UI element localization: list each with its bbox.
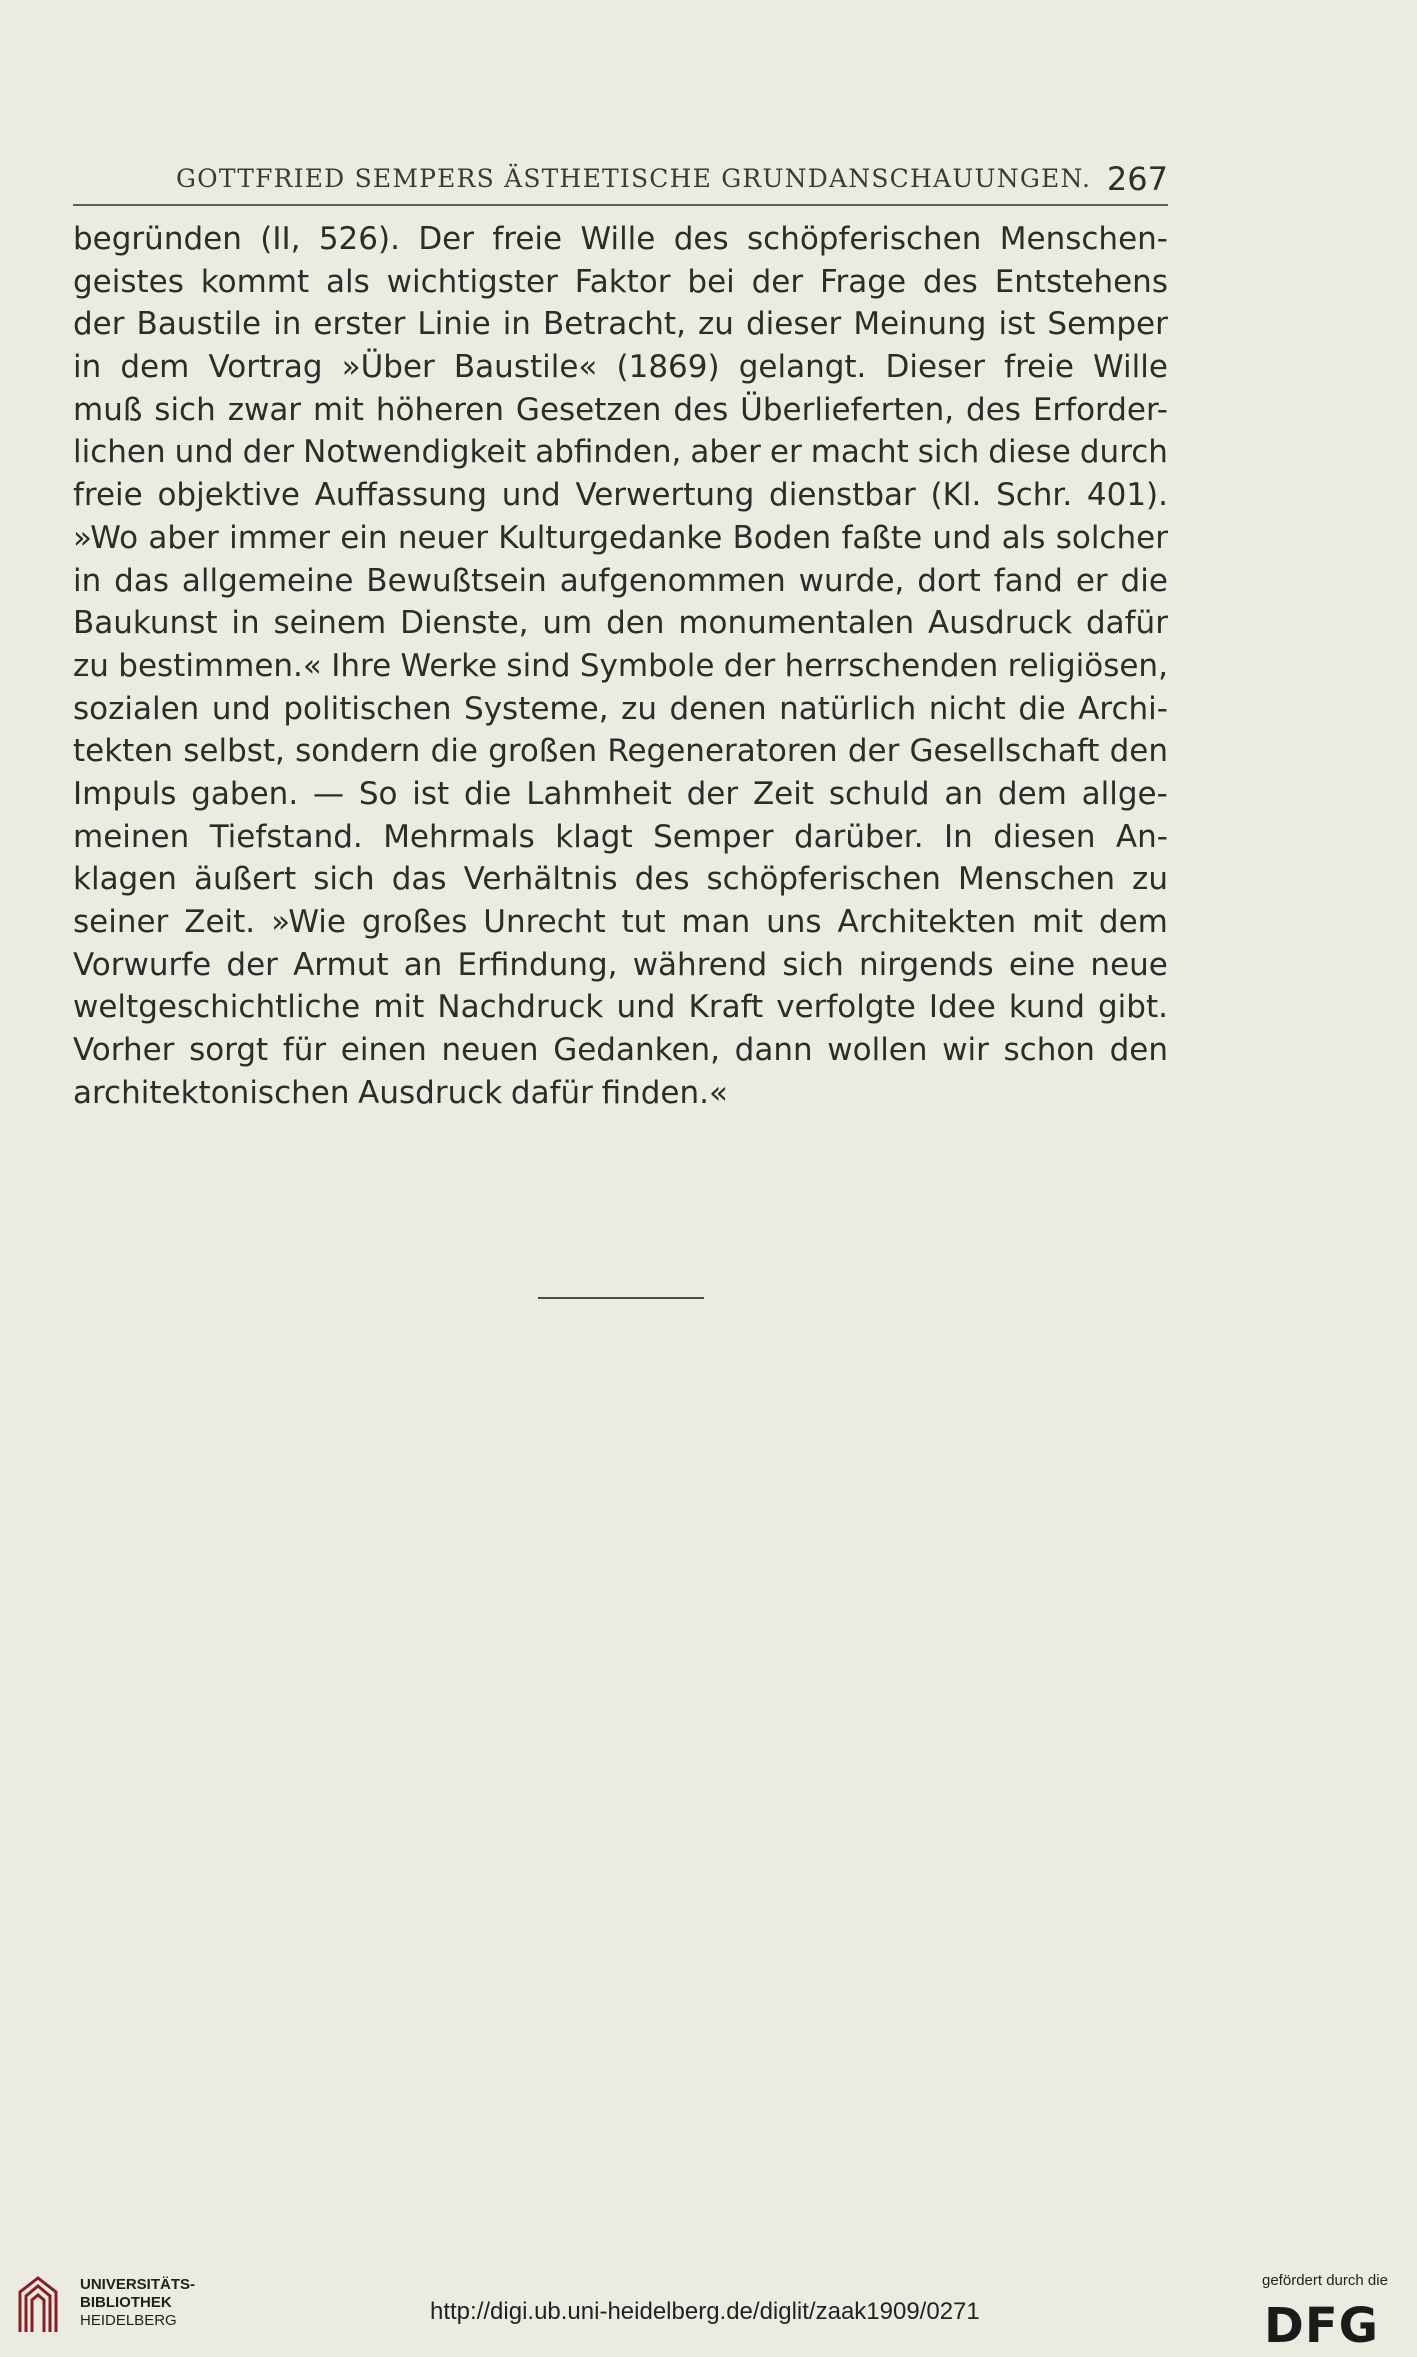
word: (1869) <box>616 349 720 386</box>
word: finden.« <box>601 1074 728 1111</box>
word: ist <box>998 306 1036 343</box>
word: dienstbar <box>769 477 916 514</box>
word: wurde, <box>798 562 905 599</box>
word: Gedanken, <box>553 1032 721 1069</box>
text-line <box>73 389 1168 432</box>
word: klagt <box>555 818 633 855</box>
word: In <box>944 818 973 855</box>
word: sondern <box>295 733 421 770</box>
word: Kraft <box>688 989 764 1026</box>
word: Wille <box>1093 349 1168 386</box>
word: sich <box>154 391 216 428</box>
word: freie <box>1004 349 1074 386</box>
word: einen <box>340 1032 427 1069</box>
word: Baukunst <box>73 605 218 642</box>
word: dieser <box>745 306 842 343</box>
word: des <box>673 221 729 257</box>
word: immer <box>229 519 330 556</box>
word: Tiefstand. <box>209 818 363 855</box>
word: des <box>922 263 978 300</box>
word: macht <box>810 434 909 471</box>
word: Systeme, <box>464 690 609 727</box>
word: neuer <box>397 519 488 556</box>
text-line <box>73 474 1168 517</box>
word: Baustile <box>136 306 262 343</box>
word: Zeit <box>752 775 815 812</box>
word: und <box>174 434 234 471</box>
word: Semper <box>1047 306 1168 343</box>
word: und <box>211 690 271 727</box>
word: Baustile« <box>453 349 598 386</box>
word: äußert <box>194 861 297 898</box>
word: gaben. <box>191 775 299 812</box>
text-line <box>73 431 1168 474</box>
word: dafür <box>1085 605 1168 642</box>
word: nicht <box>928 690 1006 727</box>
header-title: GOTTFRIED SEMPERS ÄSTHETISCHE GRUNDANSCHAUUNGEN. <box>176 164 1092 193</box>
word: mit <box>373 989 425 1026</box>
ub-heidelberg-logo-icon <box>14 2272 62 2338</box>
word: mit <box>312 391 364 428</box>
word: Ausdruck <box>928 605 1073 642</box>
word: meinen <box>73 818 190 855</box>
word: des <box>634 861 690 898</box>
word: der <box>723 647 776 684</box>
word: An- <box>1115 818 1168 855</box>
library-line-2: BIBLIOTHEK <box>80 2294 172 2311</box>
word: 401). <box>1086 477 1168 514</box>
word: die <box>464 775 512 812</box>
word: durch <box>1079 434 1168 471</box>
word: des <box>673 391 729 428</box>
word: Architekten <box>837 904 1017 940</box>
word: sorgt <box>189 1032 269 1069</box>
word: die <box>430 733 479 770</box>
word: Frage <box>819 263 907 300</box>
word: zu <box>1132 861 1168 898</box>
word: man <box>681 904 751 940</box>
word: schuld <box>828 775 930 812</box>
word: Wille <box>580 221 656 257</box>
word: das <box>391 861 447 898</box>
text-line <box>73 303 1168 346</box>
word: Impuls <box>73 775 177 812</box>
word: um <box>542 605 593 642</box>
word: sich <box>313 861 375 898</box>
word: großen <box>488 733 598 770</box>
word: Schr. <box>996 477 1073 514</box>
word: Menschen <box>957 861 1115 898</box>
word: Mehrmals <box>383 818 535 855</box>
word: an <box>403 946 443 983</box>
word: Symbole <box>579 647 715 684</box>
word: seiner <box>73 904 169 940</box>
word: den <box>606 605 665 642</box>
word: in <box>273 306 302 343</box>
word: Werke <box>400 647 498 684</box>
word: fand <box>993 562 1063 599</box>
word: »Wie <box>271 904 346 940</box>
word: Dienste, <box>400 605 529 642</box>
text-line <box>73 773 1168 816</box>
word: Menschen- <box>999 221 1168 257</box>
text-line <box>73 901 1168 944</box>
section-divider <box>538 1297 704 1299</box>
text-line <box>73 560 1168 603</box>
word: Verhältnis <box>463 861 618 898</box>
word: diese <box>988 434 1071 471</box>
word: zwar <box>227 391 302 428</box>
word: der <box>847 733 900 770</box>
word: sozialen <box>73 690 200 727</box>
word: sind <box>506 647 571 684</box>
word: allgemeine <box>181 562 354 599</box>
word: der <box>686 775 739 812</box>
word: sich <box>782 946 844 983</box>
word: sich <box>917 434 980 471</box>
text-line <box>73 986 1168 1029</box>
text-line <box>73 645 1168 688</box>
word: Archi- <box>1078 690 1168 727</box>
word: allge- <box>1081 775 1168 812</box>
word: und <box>501 477 561 514</box>
word: Vorher <box>73 1032 175 1069</box>
word: bestimmen.« <box>118 647 322 684</box>
word: Ihre <box>331 647 392 684</box>
text-line <box>73 1072 1168 1115</box>
word: zu <box>697 306 734 343</box>
word: Betracht, <box>543 306 686 343</box>
library-line-3: HEIDELBERG <box>80 2312 177 2329</box>
word: — <box>313 775 344 812</box>
word: (II, <box>260 221 301 257</box>
word: muß <box>73 391 143 428</box>
word: den <box>1109 733 1168 770</box>
word: in <box>73 349 102 386</box>
word: Der <box>418 221 475 257</box>
word: wollen <box>827 1032 928 1069</box>
word: Kulturgedanke <box>498 519 723 556</box>
word: uns <box>766 904 822 940</box>
word: aufgenommen <box>559 562 786 599</box>
word: Gesellschaft <box>909 733 1100 770</box>
library-name <box>80 2276 195 2330</box>
word: Bewußtsein <box>366 562 547 599</box>
text-line <box>73 944 1168 987</box>
word: mit <box>1032 904 1084 940</box>
word: freie <box>73 477 143 514</box>
word: ein <box>340 519 388 556</box>
text-line <box>73 602 1168 645</box>
word: zu <box>73 647 109 684</box>
word: der <box>226 946 278 983</box>
word: neue <box>1090 946 1168 983</box>
word: Lahmheit <box>526 775 672 812</box>
word: Überlieferten, <box>740 391 955 428</box>
page-number: 267 <box>1106 160 1168 198</box>
word: als <box>326 263 370 300</box>
page-footer <box>0 2262 1417 2357</box>
word: und <box>932 519 992 556</box>
word: ist <box>412 775 450 812</box>
word: aber <box>690 434 761 471</box>
word: »Wo <box>73 519 139 556</box>
word: Gesetzen <box>515 391 662 428</box>
running-header <box>73 158 1168 206</box>
text-line <box>73 517 1168 560</box>
word: »Über <box>341 349 435 386</box>
word: wir <box>942 1032 989 1069</box>
text-line <box>73 346 1168 389</box>
word: dann <box>734 1032 813 1069</box>
word: begründen <box>73 221 242 257</box>
text-line <box>73 1029 1168 1072</box>
word: tekten <box>73 733 174 770</box>
word: während <box>632 946 768 983</box>
word: der <box>242 434 295 471</box>
digital-copy-link[interactable]: http://digi.ub.uni-heidelberg.de/diglit/zaak1909/0271 <box>430 2298 980 2325</box>
word: Vorwurfe <box>73 946 212 983</box>
word: die <box>1120 562 1168 599</box>
body-paragraph <box>73 218 1168 1114</box>
text-line <box>73 730 1168 773</box>
word: weltgeschichtliche <box>73 989 361 1026</box>
word: für <box>282 1032 327 1069</box>
word: faßte <box>841 519 923 556</box>
word: diesen <box>993 818 1096 855</box>
word: das <box>114 562 169 599</box>
word: dem <box>997 775 1067 812</box>
word: aber <box>148 519 219 556</box>
word: zu <box>621 690 657 727</box>
word: erster <box>313 306 406 343</box>
word: abfinden, <box>535 434 682 471</box>
word: dafür <box>510 1074 593 1111</box>
word: wichtigster <box>386 263 558 300</box>
library-line-1: UNIVERSITÄTS- <box>80 2276 196 2293</box>
text-line <box>73 816 1168 859</box>
word: politischen <box>283 690 452 727</box>
word: als <box>1001 519 1046 556</box>
word: schöpferischen <box>747 221 982 257</box>
word: des <box>966 391 1021 428</box>
word: eine <box>1008 946 1076 983</box>
word: lichen <box>73 434 166 471</box>
word: klagen <box>73 861 177 898</box>
word: Erfindung, <box>457 946 618 983</box>
word: Meinung <box>853 306 987 343</box>
word: der <box>751 263 804 300</box>
word: gibt. <box>1098 989 1168 1026</box>
word: monumentalen <box>678 605 915 642</box>
word: Verwertung <box>575 477 755 514</box>
word: solcher <box>1055 519 1168 556</box>
word: Boden <box>732 519 832 556</box>
word: den <box>1109 1032 1168 1069</box>
word: (Kl. <box>930 477 982 514</box>
word: herrschenden <box>784 647 999 684</box>
word: Nachdruck <box>437 989 604 1026</box>
word: freie <box>492 221 563 257</box>
word: er <box>1075 562 1108 599</box>
word: 526). <box>318 221 400 257</box>
word: in <box>231 605 260 642</box>
word: tut <box>621 904 666 940</box>
word: So <box>358 775 398 812</box>
word: Zeit. <box>184 904 256 940</box>
word: kund <box>1008 989 1085 1026</box>
word: bei <box>687 263 735 300</box>
word: Semper <box>653 818 774 855</box>
word: schöpferischen <box>706 861 941 898</box>
word: Regeneratoren <box>607 733 838 770</box>
word: darüber. <box>793 818 924 855</box>
word: geistes <box>73 263 184 300</box>
word: natürlich <box>779 690 917 727</box>
word: Unrecht <box>483 904 606 940</box>
word: Linie <box>417 306 491 343</box>
word: neuen <box>441 1032 539 1069</box>
funding-caption: gefördert durch die <box>1262 2272 1388 2289</box>
word: architektonischen <box>73 1074 350 1111</box>
word: der <box>73 306 125 343</box>
word: Entstehens <box>994 263 1168 300</box>
word: kommt <box>200 263 310 300</box>
word: selbst, <box>183 733 285 770</box>
word: schon <box>1003 1032 1095 1069</box>
word: er <box>769 434 802 471</box>
word: Notwendigkeit <box>303 434 527 471</box>
word: objektive <box>157 477 300 514</box>
word: Ausdruck <box>358 1074 503 1111</box>
word: großes <box>361 904 468 940</box>
word: an <box>944 775 984 812</box>
word: verfolgte <box>776 989 916 1026</box>
word: Armut <box>293 946 389 983</box>
word: Auffassung <box>314 477 488 514</box>
word: in <box>502 306 531 343</box>
word: Faktor <box>574 263 671 300</box>
word: Erforder- <box>1032 391 1168 428</box>
word: Idee <box>928 989 996 1026</box>
word: in <box>73 562 102 599</box>
word: religiösen, <box>1007 647 1168 684</box>
word: denen <box>669 690 767 727</box>
text-line <box>73 858 1168 901</box>
text-line <box>73 688 1168 731</box>
text-line <box>73 261 1168 304</box>
word: Dieser <box>885 349 986 386</box>
word: dem <box>1098 904 1168 940</box>
word: und <box>616 989 676 1026</box>
word: die <box>1018 690 1066 727</box>
word: nirgends <box>858 946 994 983</box>
text-line <box>73 218 1168 261</box>
word: dort <box>917 562 981 599</box>
word: seinem <box>273 605 387 642</box>
dfg-logo: DFG <box>1264 2298 1380 2354</box>
word: gelangt. <box>738 349 867 386</box>
word: Vortrag <box>208 349 323 386</box>
word: höheren <box>375 391 504 428</box>
word: dem <box>120 349 190 386</box>
